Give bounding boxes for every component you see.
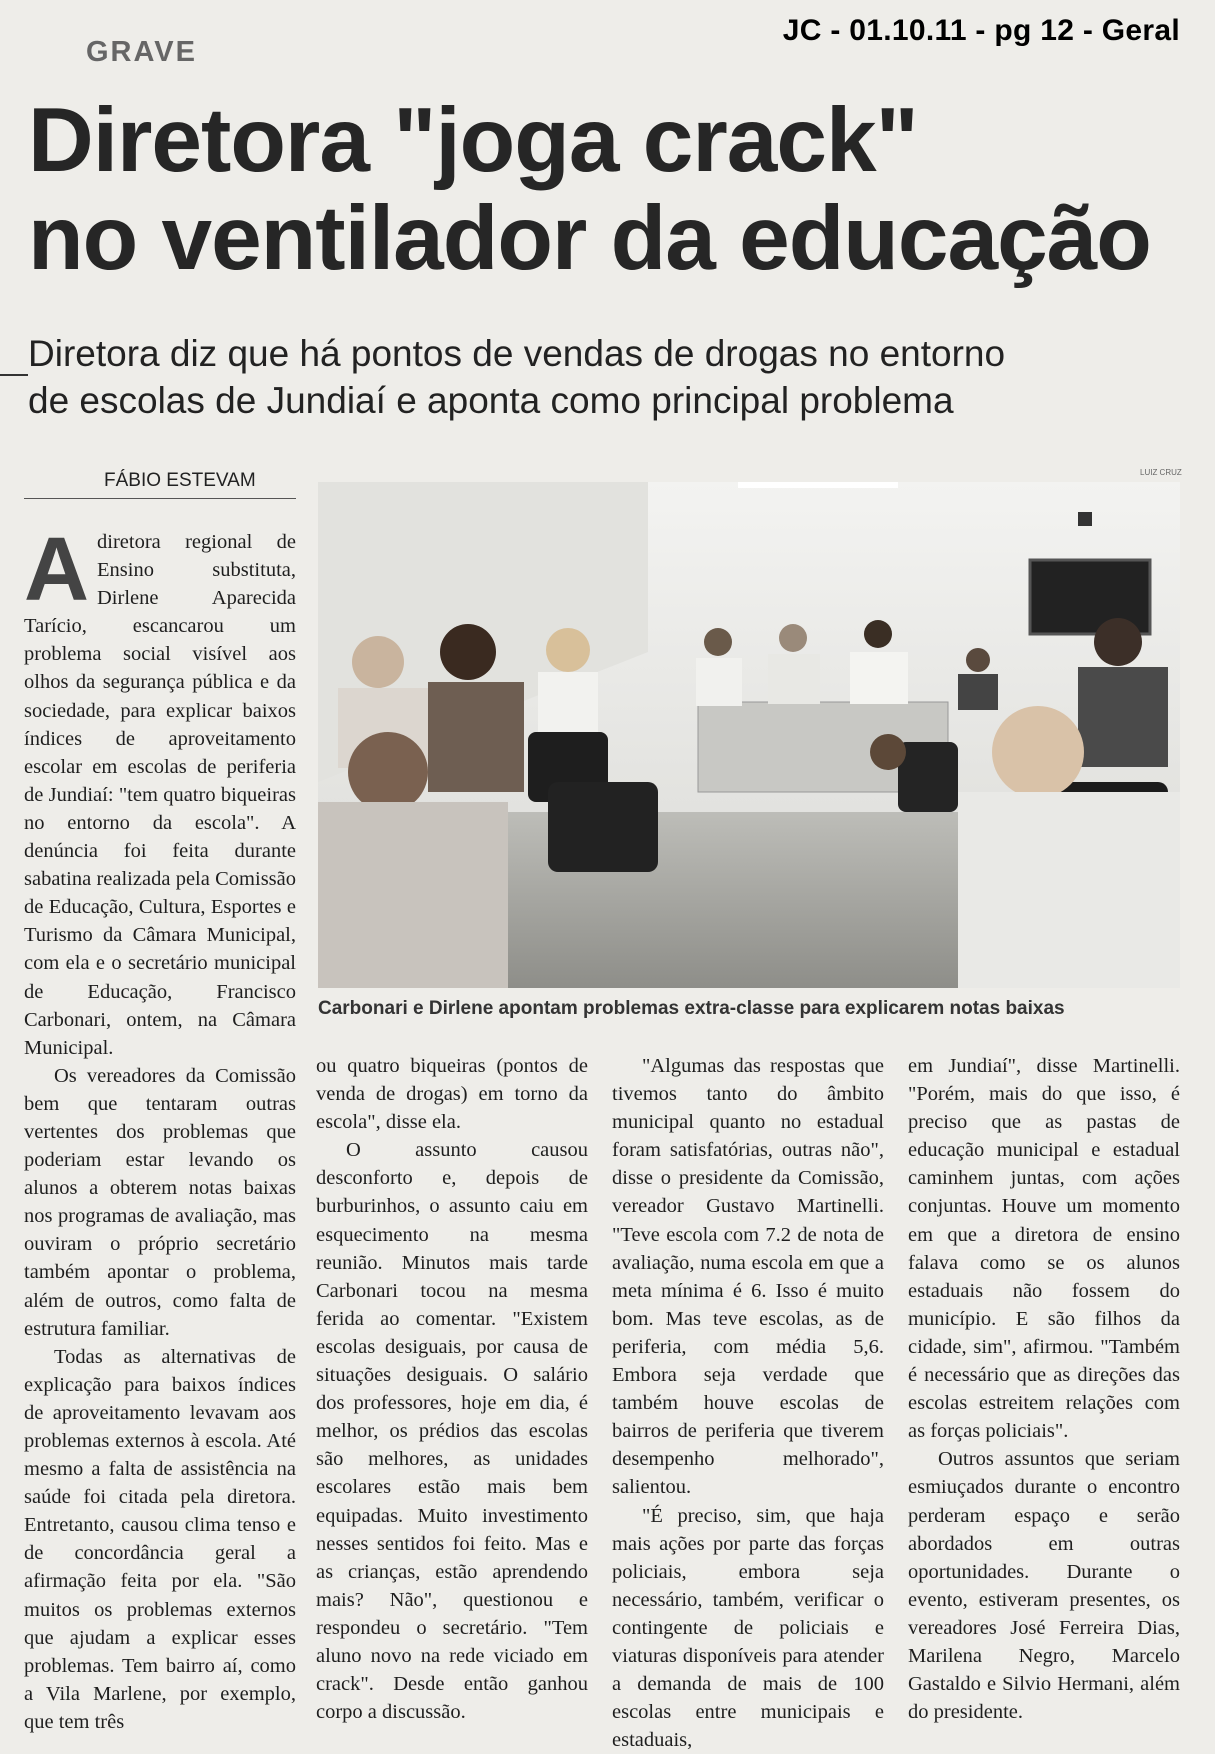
headline bbox=[28, 92, 1208, 288]
deck-rule bbox=[0, 374, 28, 376]
deck-line-1: Diretora diz que há pontos de vendas de drogas no entorno bbox=[28, 330, 1178, 377]
headline-line-2: no ventilador da educação bbox=[28, 190, 1208, 288]
headline-line-1: Diretora "joga crack" bbox=[28, 92, 1208, 190]
section-label: GRAVE bbox=[86, 36, 197, 69]
paragraph: "É preciso, sim, que haja mais ações por parte das forças policiais, embora seja necessário, também, verificar o contingente de policiais e viaturas disponíveis para atender a demanda de mais de 100 escolas entre municipais e estaduais, bbox=[612, 1502, 884, 1754]
byline: FÁBIO ESTEVAM bbox=[104, 470, 256, 492]
deck bbox=[28, 330, 1178, 424]
article-column-3 bbox=[612, 1052, 884, 1754]
paragraph: O assunto causou desconforto e, depois de burburinhos, o assunto caiu em esquecimento na mesma reunião. Minutos mais tarde Carbonari tocou na mesma ferida ao comentar. "Existem escolas desiguais, por causa de situações desiguais. O salário dos professores, hoje em dia, é melhor, os prédios das escolas são melhores, as unidades escolares estão mais bem equipadas. Muito investimento nesses sentidos foi feito. Mas e as crianças, estão aprendendo mais? Não", questionou e respondeu o secretário. "Tem aluno novo na rede viciado em crack". Desde então ganhou corpo a discussão. bbox=[316, 1136, 588, 1726]
lead-paragraph bbox=[24, 528, 296, 1062]
deck-line-2: de escolas de Jundiaí e aponta como principal problema bbox=[28, 377, 1178, 424]
photo-credit: LUIZ CRUZ bbox=[1140, 468, 1182, 477]
byline-rule bbox=[24, 498, 296, 499]
drop-cap: A bbox=[24, 534, 89, 606]
paragraph: "Algumas das respostas que tivemos tanto do âmbito municipal quanto no estadual foram satisfatórias, outras não", disse o presidente da Comissão, vereador Gustavo Martinelli. "Teve escola com 7.2 de nota de avaliação, numa escola em que a meta mínima é 6. Isso é muito bom. Mas teve escolas, as de periferia, com média 5,6. Embora seja verdade que também houve escolas de bairros de periferia que tiverem desempenho melhorado", salientou. bbox=[612, 1052, 884, 1502]
paragraph: Os vereadores da Comissão bem que tentaram outras vertentes dos problemas que poderiam estar levando os alunos a obterem notas baixas nos programas de avaliação, mas ouviram o próprio secretário também apontar o problema, além de outros, como falta de estrutura familiar. bbox=[24, 1062, 296, 1343]
paragraph: em Jundiaí", disse Martinelli. "Porém, mais do que isso, é preciso que as pastas de educação municipal e estadual caminhem juntas, com ações conjuntas. Houve um momento em que a diretora de ensino falava como se os alunos estaduais não fossem do município. E são filhos da cidade, sim", afirmou. "Também é necessário que as direções das escolas estreitem relações com as forças policiais". bbox=[908, 1052, 1180, 1445]
paragraph: Outros assuntos que seriam esmiuçados durante o encontro perderam espaço e serão abordados em outras oportunidades. Durante o evento, estiveram presentes, os vereadores José Ferreira Dias, Marilena Negro, Marcelo Gastaldo e Silvio Hermani, além do presidente. bbox=[908, 1445, 1180, 1726]
article-column-2 bbox=[316, 1052, 588, 1726]
article-column-4 bbox=[908, 1052, 1180, 1726]
photo-caption: Carbonari e Dirlene apontam problemas extra-classe para explicarem notas baixas bbox=[318, 998, 1180, 1020]
paragraph: Todas as alternativas de explicação para baixos índices de aproveitamento levavam aos problemas externos à escola. Até mesmo a falta de assistência na saúde foi citada pela diretora. Entretanto, causou clima tenso e de concordância geral a afirmação feita por ela. "São muitos os problemas externos que ajudam a explicar esses problemas. Tem bairro aí, como a Vila Marlene, por exemplo, que tem três bbox=[24, 1343, 296, 1736]
source-label: JC - 01.10.11 - pg 12 - Geral bbox=[730, 14, 1180, 48]
lead-paragraph-text: diretora regional de Ensino substituta, Dirlene Aparecida Tarício, escancarou um problema social visível aos olhos da segurança pública e da sociedade, para explicar baixos índices de aproveitamento escolar em escolas de periferia de Jundiaí: "tem quatro biqueiras no entorno da escola". A denúncia foi feita durante sabatina realizada pela Comissão de Educação, Cultura, Esportes e Turismo da Câmara Municipal, com ela e o secretário municipal de Educação, Francisco Carbonari, ontem, na Câmara Municipal. bbox=[24, 531, 296, 1059]
paragraph: ou quatro biqueiras (pontos de venda de drogas) em torno da escola", disse ela. bbox=[316, 1052, 588, 1136]
meeting-photo bbox=[318, 482, 1180, 988]
bleed-through-text bbox=[300, 0, 580, 90]
article-column-1 bbox=[24, 528, 296, 1736]
meeting-photo-illustration bbox=[318, 482, 1180, 988]
